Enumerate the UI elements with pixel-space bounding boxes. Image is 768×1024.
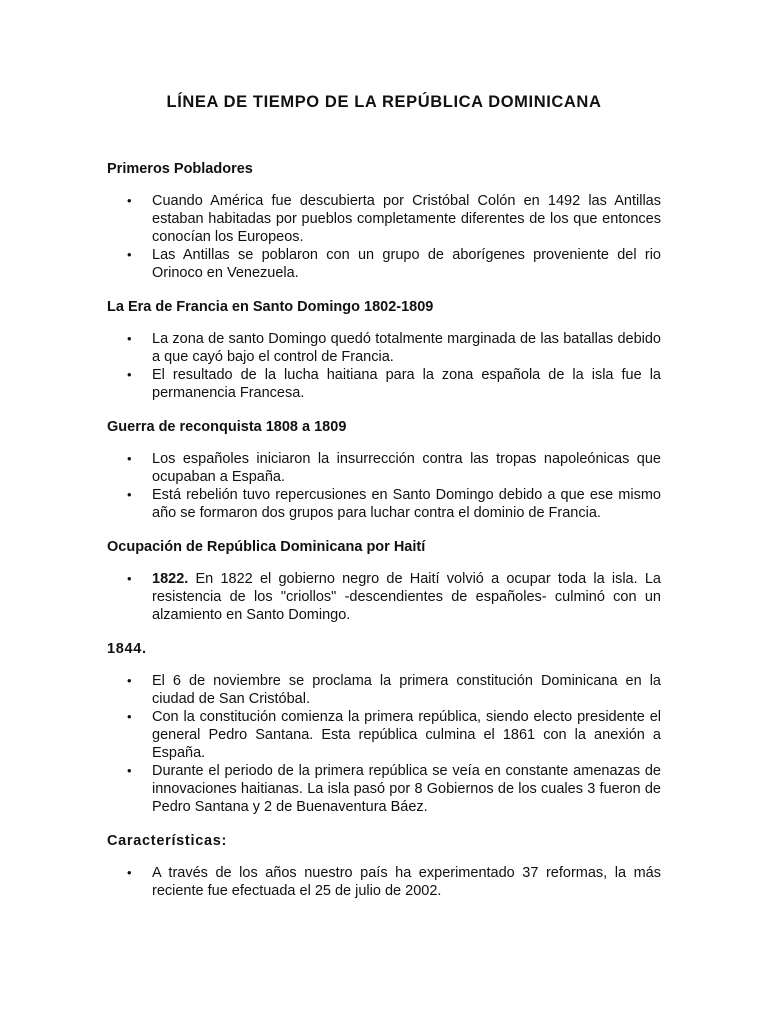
bullet-icon: • [127, 367, 132, 382]
section-heading: Ocupación de República Dominicana por Haití [107, 539, 426, 555]
bullet-list [107, 864, 661, 900]
list-item [107, 762, 661, 816]
bullet-list [107, 570, 661, 624]
document-page [107, 92, 661, 916]
bullet-icon: • [127, 247, 132, 262]
list-item-text: Está rebelión tuvo repercusiones en Santo Domingo debido a que ese mismo año se formaron dos grupos para luchar contra el dominio de Francia. [152, 487, 661, 521]
bullet-icon: • [127, 709, 132, 724]
bullet-icon: • [127, 331, 132, 346]
section-heading: Características: [107, 833, 228, 849]
list-item [107, 192, 661, 246]
list-item [107, 366, 661, 402]
section-heading: Primeros Pobladores [107, 161, 253, 177]
document-title: LÍNEA DE TIEMPO DE LA REPÚBLICA DOMINICANA [166, 93, 602, 111]
list-item [107, 450, 661, 486]
list-item-text: El resultado de la lucha haitiana para la zona española de la isla fue la permanencia Francesa. [152, 367, 661, 401]
list-item [107, 708, 661, 762]
section-primeros-pobladores [107, 160, 661, 282]
bullet-icon: • [127, 673, 132, 688]
section-heading: 1844. [107, 641, 147, 657]
list-item-text: Los españoles iniciaron la insurrección contra las tropas napoleónicas que ocupaban a España. [152, 451, 661, 485]
section-ocupacion-haiti [107, 538, 661, 624]
list-item-text: La zona de santo Domingo quedó totalmente marginada de las batallas debido a que cayó bajo el control de Francia. [152, 331, 661, 365]
bullet-icon: • [127, 487, 132, 502]
list-item-text: En 1822 el gobierno negro de Haití volvió a ocupar toda la isla. La resistencia de los "criollos" -descendientes de españoles- culminó con un alzamiento en Santo Domingo. [152, 571, 661, 623]
bullet-icon: • [127, 763, 132, 778]
list-item [107, 570, 661, 624]
list-item [107, 486, 661, 522]
bullet-list [107, 330, 661, 402]
list-item-lead: 1822. [152, 571, 189, 587]
section-1844 [107, 640, 661, 816]
list-item [107, 330, 661, 366]
bullet-list [107, 192, 661, 282]
bullet-icon: • [127, 571, 132, 586]
list-item-text: El 6 de noviembre se proclama la primera constitución Dominicana en la ciudad de San Cristóbal. [152, 673, 661, 707]
section-guerra-de-reconquista [107, 418, 661, 522]
section-era-de-francia [107, 298, 661, 402]
list-item [107, 672, 661, 708]
list-item-text: Las Antillas se poblaron con un grupo de aborígenes proveniente del rio Orinoco en Venezuela. [152, 247, 661, 281]
bullet-icon: • [127, 865, 132, 880]
list-item [107, 246, 661, 282]
section-heading: Guerra de reconquista 1808 a 1809 [107, 419, 347, 435]
list-item-text: Cuando América fue descubierta por Cristóbal Colón en 1492 las Antillas estaban habitadas por pueblos completamente diferentes de los que entonces conocían los Europeos. [152, 193, 661, 245]
bullet-icon: • [127, 451, 132, 466]
bullet-list [107, 672, 661, 816]
list-item-text: A través de los años nuestro país ha experimentado 37 reformas, la más reciente fue efectuada el 25 de julio de 2002. [152, 865, 661, 899]
list-item-text: Durante el periodo de la primera república se veía en constante amenazas de innovaciones haitianas. La isla pasó por 8 Gobiernos de los cuales 3 fueron de Pedro Santana y 2 de Buenaventura Báez. [152, 763, 661, 815]
section-heading: La Era de Francia en Santo Domingo 1802-1809 [107, 299, 434, 315]
bullet-icon: • [127, 193, 132, 208]
list-item-text: Con la constitución comienza la primera república, siendo electo presidente el general Pedro Santana. Esta república culmina el 1861 con la anexión a España. [152, 709, 661, 761]
list-item [107, 864, 661, 900]
section-caracteristicas [107, 832, 661, 900]
bullet-list [107, 450, 661, 522]
